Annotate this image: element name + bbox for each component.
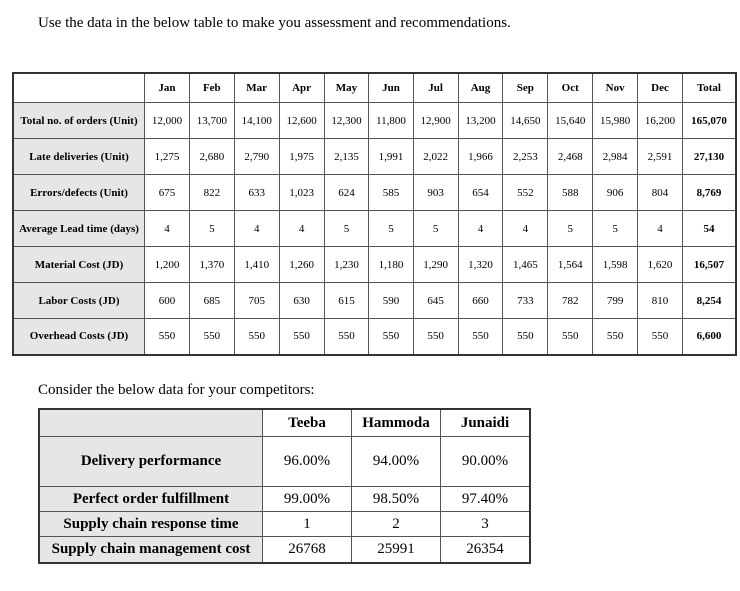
row-label: Total no. of orders (Unit) xyxy=(13,103,145,139)
column-header-oct: Oct xyxy=(548,73,593,103)
competitor-cell: 97.40% xyxy=(441,487,531,512)
table-row xyxy=(13,175,736,211)
table-cell: 550 xyxy=(413,319,458,355)
table-cell: 12,600 xyxy=(279,103,324,139)
competitor-cell: 26354 xyxy=(441,537,531,563)
competitor-cell: 96.00% xyxy=(263,437,352,487)
column-header-total: Total xyxy=(682,73,736,103)
column-header-aug: Aug xyxy=(458,73,503,103)
table-cell: 630 xyxy=(279,283,324,319)
table-cell: 1,620 xyxy=(638,247,683,283)
table-cell: 782 xyxy=(548,283,593,319)
row-label: Overhead Costs (JD) xyxy=(13,319,145,355)
competitor-row-label: Perfect order fulfillment xyxy=(39,487,263,512)
column-header-jul: Jul xyxy=(413,73,458,103)
competitor-row xyxy=(39,487,530,512)
table-cell: 2,468 xyxy=(548,139,593,175)
table-cell: 799 xyxy=(593,283,638,319)
table-cell: 645 xyxy=(413,283,458,319)
competitor-row xyxy=(39,437,530,487)
row-label: Errors/defects (Unit) xyxy=(13,175,145,211)
competitor-row-label: Delivery performance xyxy=(39,437,263,487)
table-cell: 1,465 xyxy=(503,247,548,283)
table-cell: 1,410 xyxy=(234,247,279,283)
competitor-header-hammoda: Hammoda xyxy=(352,409,441,437)
table-cell: 822 xyxy=(189,175,234,211)
column-header-mar: Mar xyxy=(234,73,279,103)
table-cell: 550 xyxy=(145,319,190,355)
table-cell: 5 xyxy=(189,211,234,247)
competitor-header-teeba: Teeba xyxy=(263,409,352,437)
competitor-row-label: Supply chain response time xyxy=(39,512,263,537)
table-cell: 1,290 xyxy=(413,247,458,283)
column-header-jun: Jun xyxy=(369,73,413,103)
competitor-row xyxy=(39,537,530,563)
table-cell: 2,680 xyxy=(189,139,234,175)
competitor-cell: 99.00% xyxy=(263,487,352,512)
table-cell: 1,023 xyxy=(279,175,324,211)
table-cell: 624 xyxy=(324,175,369,211)
table-cell: 550 xyxy=(189,319,234,355)
column-header-sep: Sep xyxy=(503,73,548,103)
table-cell: 5 xyxy=(593,211,638,247)
competitor-row-label: Supply chain management cost xyxy=(39,537,263,563)
table-cell: 1,260 xyxy=(279,247,324,283)
table-row xyxy=(13,103,736,139)
table-cell: 550 xyxy=(324,319,369,355)
table-cell: 1,230 xyxy=(324,247,369,283)
table-cell: 4 xyxy=(638,211,683,247)
table-cell: 1,320 xyxy=(458,247,503,283)
total-cell: 8,769 xyxy=(682,175,736,211)
competitor-header-row xyxy=(39,409,530,437)
table-cell: 1,966 xyxy=(458,139,503,175)
table-cell: 550 xyxy=(503,319,548,355)
competitor-header-junaidi: Junaidi xyxy=(441,409,531,437)
table-cell: 4 xyxy=(503,211,548,247)
table-cell: 633 xyxy=(234,175,279,211)
table-cell: 1,275 xyxy=(145,139,190,175)
table-cell: 5 xyxy=(548,211,593,247)
competitor-cell: 2 xyxy=(352,512,441,537)
table-cell: 5 xyxy=(413,211,458,247)
column-header-apr: Apr xyxy=(279,73,324,103)
table-cell: 12,000 xyxy=(145,103,190,139)
competitor-cell: 3 xyxy=(441,512,531,537)
table-row xyxy=(13,211,736,247)
total-cell: 16,507 xyxy=(682,247,736,283)
table-cell: 600 xyxy=(145,283,190,319)
table-cell: 804 xyxy=(638,175,683,211)
table-cell: 2,253 xyxy=(503,139,548,175)
table-cell: 588 xyxy=(548,175,593,211)
table-cell: 810 xyxy=(638,283,683,319)
column-header-jan: Jan xyxy=(145,73,190,103)
row-label: Material Cost (JD) xyxy=(13,247,145,283)
table-cell: 550 xyxy=(234,319,279,355)
table-cell: 552 xyxy=(503,175,548,211)
competitor-cell: 26768 xyxy=(263,537,352,563)
table-cell: 13,200 xyxy=(458,103,503,139)
table-cell: 4 xyxy=(279,211,324,247)
table-cell: 685 xyxy=(189,283,234,319)
competitors-intro-text: Consider the below data for your competitors: xyxy=(38,382,315,398)
table-cell: 1,370 xyxy=(189,247,234,283)
table-cell: 660 xyxy=(458,283,503,319)
table-cell: 2,135 xyxy=(324,139,369,175)
total-cell: 27,130 xyxy=(682,139,736,175)
total-cell: 6,600 xyxy=(682,319,736,355)
table-cell: 1,975 xyxy=(279,139,324,175)
table-cell: 615 xyxy=(324,283,369,319)
table-row xyxy=(13,319,736,355)
table-cell: 14,650 xyxy=(503,103,548,139)
table-cell: 733 xyxy=(503,283,548,319)
table-cell: 16,200 xyxy=(638,103,683,139)
table-cell: 14,100 xyxy=(234,103,279,139)
table-row xyxy=(13,247,736,283)
table-cell: 1,200 xyxy=(145,247,190,283)
table-cell: 2,591 xyxy=(638,139,683,175)
table-cell: 1,598 xyxy=(593,247,638,283)
table-cell: 15,980 xyxy=(593,103,638,139)
competitor-table xyxy=(38,408,531,564)
header-corner-cell xyxy=(13,73,145,103)
total-cell: 8,254 xyxy=(682,283,736,319)
table-cell: 550 xyxy=(458,319,503,355)
table-row xyxy=(13,139,736,175)
table-cell: 1,180 xyxy=(369,247,413,283)
row-label: Labor Costs (JD) xyxy=(13,283,145,319)
table-cell: 1,991 xyxy=(369,139,413,175)
table-cell: 4 xyxy=(145,211,190,247)
column-header-dec: Dec xyxy=(638,73,683,103)
monthly-data-table xyxy=(12,72,737,356)
table-cell: 5 xyxy=(324,211,369,247)
table-cell: 903 xyxy=(413,175,458,211)
competitor-header-corner xyxy=(39,409,263,437)
table-cell: 705 xyxy=(234,283,279,319)
competitor-cell: 90.00% xyxy=(441,437,531,487)
table-cell: 12,900 xyxy=(413,103,458,139)
table-cell: 550 xyxy=(369,319,413,355)
table-cell: 4 xyxy=(234,211,279,247)
table-cell: 550 xyxy=(593,319,638,355)
total-cell: 54 xyxy=(682,211,736,247)
column-header-nov: Nov xyxy=(593,73,638,103)
table-cell: 12,300 xyxy=(324,103,369,139)
competitor-row xyxy=(39,512,530,537)
competitor-cell: 25991 xyxy=(352,537,441,563)
table-cell: 15,640 xyxy=(548,103,593,139)
column-header-may: May xyxy=(324,73,369,103)
table-cell: 11,800 xyxy=(369,103,413,139)
table-cell: 906 xyxy=(593,175,638,211)
table-cell: 2,790 xyxy=(234,139,279,175)
column-header-feb: Feb xyxy=(189,73,234,103)
table-cell: 654 xyxy=(458,175,503,211)
table-cell: 2,984 xyxy=(593,139,638,175)
table-cell: 1,564 xyxy=(548,247,593,283)
competitor-cell: 94.00% xyxy=(352,437,441,487)
total-cell: 165,070 xyxy=(682,103,736,139)
table-cell: 550 xyxy=(548,319,593,355)
table-cell: 4 xyxy=(458,211,503,247)
table-cell: 5 xyxy=(369,211,413,247)
table-cell: 585 xyxy=(369,175,413,211)
table-cell: 2,022 xyxy=(413,139,458,175)
table-row xyxy=(13,283,736,319)
table-header-row xyxy=(13,73,736,103)
row-label: Average Lead time (days) xyxy=(13,211,145,247)
table-cell: 590 xyxy=(369,283,413,319)
table-cell: 550 xyxy=(279,319,324,355)
table-cell: 13,700 xyxy=(189,103,234,139)
competitor-cell: 1 xyxy=(263,512,352,537)
competitor-cell: 98.50% xyxy=(352,487,441,512)
table-cell: 675 xyxy=(145,175,190,211)
row-label: Late deliveries (Unit) xyxy=(13,139,145,175)
intro-text: Use the data in the below table to make you assessment and recommendations. xyxy=(38,15,511,31)
table-cell: 550 xyxy=(638,319,683,355)
